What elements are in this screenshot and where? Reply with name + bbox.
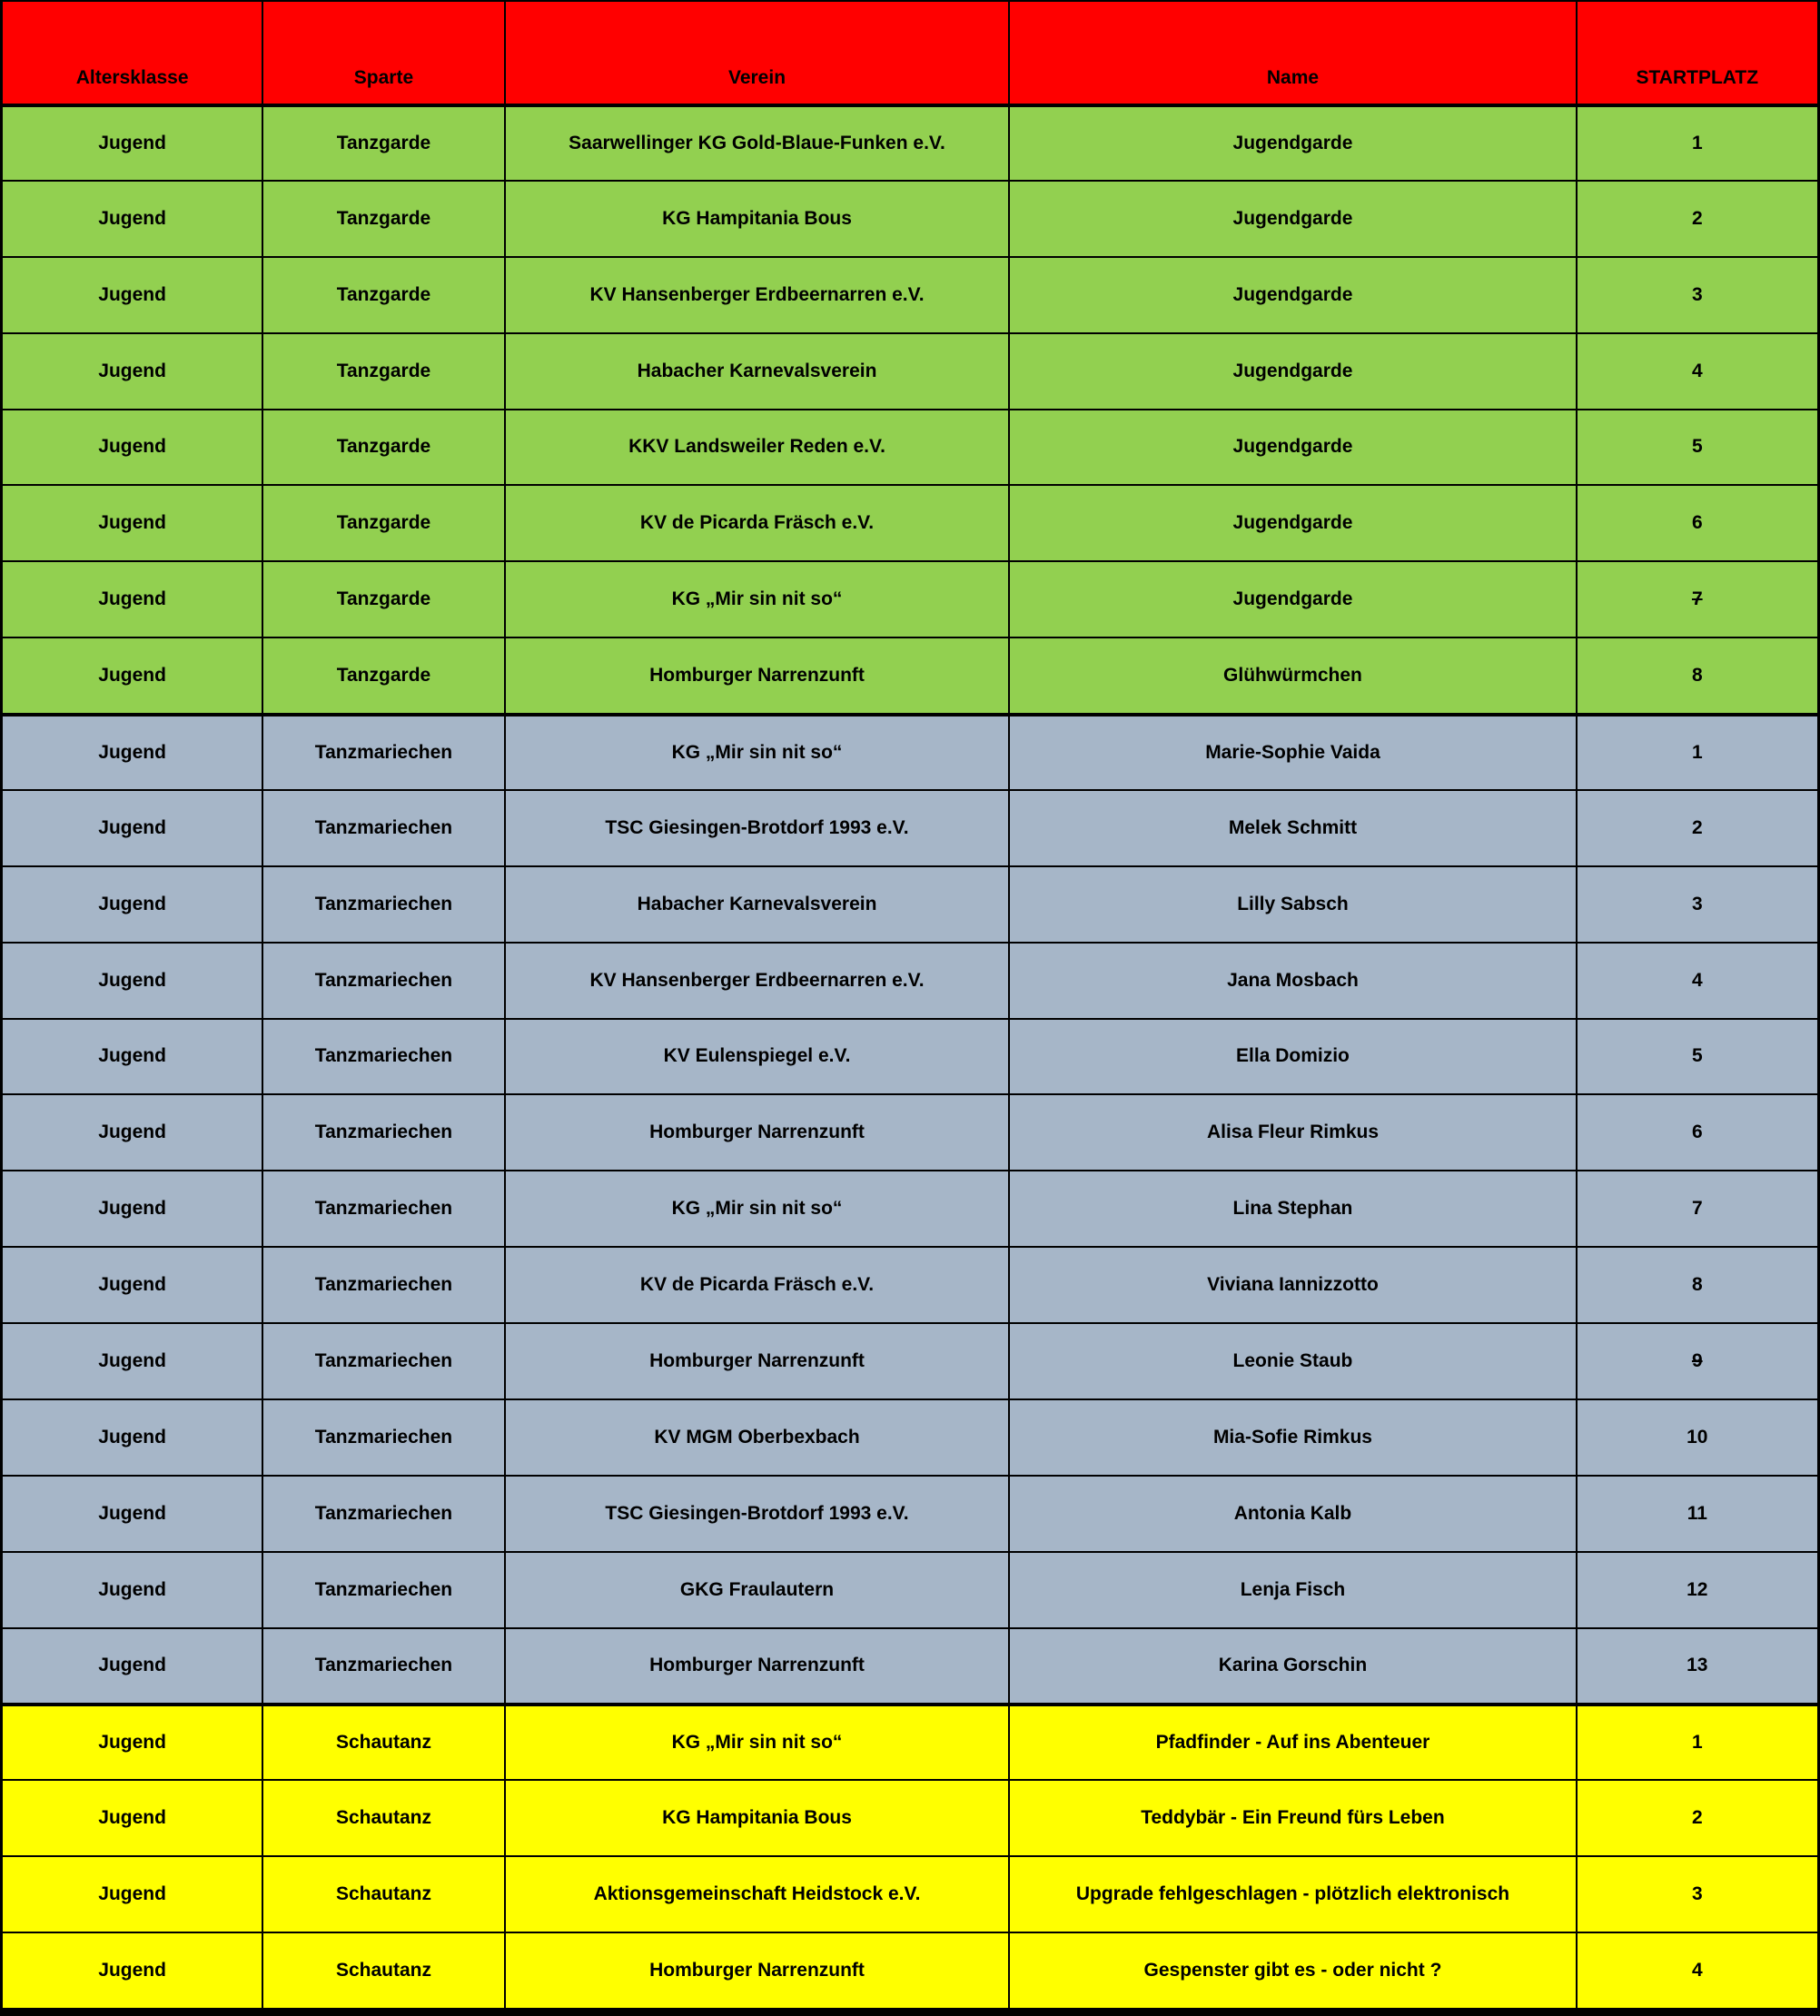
cell-verein: Homburger Narrenzunft — [506, 1933, 1009, 2008]
cell-sparte: Tanzgarde — [263, 258, 503, 332]
cell-verein: GKG Fraulautern — [506, 1553, 1009, 1627]
cell-startplatz: 2 — [1578, 1781, 1817, 1855]
cell-altersklasse: Jugend — [3, 1324, 262, 1398]
cell-startplatz: 5 — [1578, 410, 1817, 485]
cell-startplatz: 3 — [1578, 258, 1817, 332]
cell-verein: KG „Mir sin nit so“ — [506, 1705, 1009, 1779]
cell-verein: Homburger Narrenzunft — [506, 1095, 1009, 1170]
cell-startplatz: 7 — [1578, 562, 1817, 637]
cell-sparte: Tanzgarde — [263, 638, 503, 713]
cell-verein: Homburger Narrenzunft — [506, 638, 1009, 713]
cell-name: Jana Mosbach — [1010, 944, 1575, 1018]
cell-name: Jugendgarde — [1010, 105, 1575, 180]
cell-verein: KG Hampitania Bous — [506, 182, 1009, 256]
cell-name: Jugendgarde — [1010, 334, 1575, 409]
cell-altersklasse: Jugend — [3, 1477, 262, 1551]
cell-startplatz: 6 — [1578, 486, 1817, 560]
cell-startplatz: 5 — [1578, 1020, 1817, 1094]
cell-name: Glühwürmchen — [1010, 638, 1575, 713]
cell-sparte: Tanzmariechen — [263, 791, 503, 865]
cell-name: Melek Schmitt — [1010, 791, 1575, 865]
cell-altersklasse: Jugend — [3, 334, 262, 409]
cell-altersklasse: Jugend — [3, 715, 262, 789]
cell-verein: Saarwellinger KG Gold-Blaue-Funken e.V. — [506, 105, 1009, 180]
cell-sparte: Tanzmariechen — [263, 944, 503, 1018]
cell-startplatz: 8 — [1578, 638, 1817, 713]
cell-altersklasse: Jugend — [3, 410, 262, 485]
cell-verein: Habacher Karnevalsverein — [506, 867, 1009, 942]
cell-verein: TSC Giesingen-Brotdorf 1993 e.V. — [506, 1477, 1009, 1551]
cell-sparte: Tanzmariechen — [263, 1553, 503, 1627]
cell-sparte: Tanzgarde — [263, 562, 503, 637]
cell-altersklasse: Jugend — [3, 1171, 262, 1246]
cell-name: Leonie Staub — [1010, 1324, 1575, 1398]
cell-verein: Habacher Karnevalsverein — [506, 334, 1009, 409]
cell-verein: KV de Picarda Fräsch e.V. — [506, 486, 1009, 560]
cell-sparte: Tanzgarde — [263, 182, 503, 256]
cell-verein: KV Hansenberger Erdbeernarren e.V. — [506, 944, 1009, 1018]
cell-startplatz: 1 — [1578, 1705, 1817, 1779]
cell-name: Lina Stephan — [1010, 1171, 1575, 1246]
cell-altersklasse: Jugend — [3, 1400, 262, 1475]
cell-name: Mia-Sofie Rimkus — [1010, 1400, 1575, 1475]
cell-altersklasse: Jugend — [3, 105, 262, 180]
header-cell-name: Name — [1010, 2, 1575, 104]
cell-verein: KV MGM Oberbexbach — [506, 1400, 1009, 1475]
cell-altersklasse: Jugend — [3, 486, 262, 560]
cell-sparte: Tanzmariechen — [263, 1400, 503, 1475]
cell-sparte: Tanzmariechen — [263, 1477, 503, 1551]
cell-startplatz: 4 — [1578, 1933, 1817, 2008]
cell-sparte: Schautanz — [263, 1857, 503, 1932]
cell-verein: KG Hampitania Bous — [506, 1781, 1009, 1855]
cell-altersklasse: Jugend — [3, 258, 262, 332]
cell-altersklasse: Jugend — [3, 182, 262, 256]
cell-name: Alisa Fleur Rimkus — [1010, 1095, 1575, 1170]
cell-altersklasse: Jugend — [3, 562, 262, 637]
cell-startplatz: 3 — [1578, 867, 1817, 942]
cell-verein: KV Eulenspiegel e.V. — [506, 1020, 1009, 1094]
cell-altersklasse: Jugend — [3, 1553, 262, 1627]
header-cell-startplatz: STARTPLATZ — [1578, 2, 1817, 104]
cell-altersklasse: Jugend — [3, 944, 262, 1018]
cell-sparte: Tanzmariechen — [263, 715, 503, 789]
cell-sparte: Tanzmariechen — [263, 1020, 503, 1094]
cell-startplatz: 9 — [1578, 1324, 1817, 1398]
cell-name: Jugendgarde — [1010, 410, 1575, 485]
cell-name: Pfadfinder - Auf ins Abenteuer — [1010, 1705, 1575, 1779]
cell-sparte: Schautanz — [263, 1781, 503, 1855]
cell-startplatz: 8 — [1578, 1248, 1817, 1322]
cell-startplatz: 4 — [1578, 334, 1817, 409]
cell-altersklasse: Jugend — [3, 1629, 262, 1704]
cell-startplatz: 1 — [1578, 715, 1817, 789]
cell-verein: KG „Mir sin nit so“ — [506, 1171, 1009, 1246]
header-cell-verein: Verein — [506, 2, 1009, 104]
cell-verein: TSC Giesingen-Brotdorf 1993 e.V. — [506, 791, 1009, 865]
cell-verein: KKV Landsweiler Reden e.V. — [506, 410, 1009, 485]
cell-altersklasse: Jugend — [3, 638, 262, 713]
cell-name: Jugendgarde — [1010, 182, 1575, 256]
cell-verein: Aktionsgemeinschaft Heidstock e.V. — [506, 1857, 1009, 1932]
cell-verein: KG „Mir sin nit so“ — [506, 562, 1009, 637]
cell-sparte: Tanzgarde — [263, 486, 503, 560]
cell-startplatz: 2 — [1578, 182, 1817, 256]
cell-name: Marie-Sophie Vaida — [1010, 715, 1575, 789]
cell-altersklasse: Jugend — [3, 1857, 262, 1932]
cell-startplatz: 6 — [1578, 1095, 1817, 1170]
cell-name: Karina Gorschin — [1010, 1629, 1575, 1704]
cell-startplatz: 11 — [1578, 1477, 1817, 1551]
cell-startplatz: 4 — [1578, 944, 1817, 1018]
cell-name: Jugendgarde — [1010, 562, 1575, 637]
cell-verein: Homburger Narrenzunft — [506, 1629, 1009, 1704]
cell-sparte: Tanzmariechen — [263, 1629, 503, 1704]
cell-name: Jugendgarde — [1010, 258, 1575, 332]
cell-name: Lenja Fisch — [1010, 1553, 1575, 1627]
cell-sparte: Tanzgarde — [263, 410, 503, 485]
cell-name: Viviana Iannizzotto — [1010, 1248, 1575, 1322]
cell-altersklasse: Jugend — [3, 1705, 262, 1779]
cell-altersklasse: Jugend — [3, 1248, 262, 1322]
cell-name: Teddybär - Ein Freund fürs Leben — [1010, 1781, 1575, 1855]
cell-altersklasse: Jugend — [3, 1020, 262, 1094]
cell-altersklasse: Jugend — [3, 867, 262, 942]
cell-startplatz: 1 — [1578, 105, 1817, 180]
cell-verein: KV de Picarda Fräsch e.V. — [506, 1248, 1009, 1322]
cell-altersklasse: Jugend — [3, 1933, 262, 2008]
cell-sparte: Tanzmariechen — [263, 867, 503, 942]
cell-startplatz: 12 — [1578, 1553, 1817, 1627]
cell-sparte: Tanzgarde — [263, 334, 503, 409]
cell-name: Upgrade fehlgeschlagen - plötzlich elektronisch — [1010, 1857, 1575, 1932]
cell-name: Antonia Kalb — [1010, 1477, 1575, 1551]
cell-startplatz: 10 — [1578, 1400, 1817, 1475]
cell-verein: KV Hansenberger Erdbeernarren e.V. — [506, 258, 1009, 332]
header-cell-sparte: Sparte — [263, 2, 503, 104]
cell-name: Gespenster gibt es - oder nicht ? — [1010, 1933, 1575, 2008]
header-cell-altersklasse: Altersklasse — [3, 2, 262, 104]
cell-sparte: Schautanz — [263, 1933, 503, 2008]
cell-sparte: Tanzmariechen — [263, 1248, 503, 1322]
cell-sparte: Tanzmariechen — [263, 1171, 503, 1246]
cell-sparte: Tanzmariechen — [263, 1324, 503, 1398]
cell-altersklasse: Jugend — [3, 791, 262, 865]
cell-sparte: Tanzmariechen — [263, 1095, 503, 1170]
cell-startplatz: 3 — [1578, 1857, 1817, 1932]
cell-verein: KG „Mir sin nit so“ — [506, 715, 1009, 789]
cell-verein: Homburger Narrenzunft — [506, 1324, 1009, 1398]
cell-altersklasse: Jugend — [3, 1781, 262, 1855]
cell-sparte: Tanzgarde — [263, 105, 503, 180]
cell-altersklasse: Jugend — [3, 1095, 262, 1170]
cell-sparte: Schautanz — [263, 1705, 503, 1779]
cell-startplatz: 13 — [1578, 1629, 1817, 1704]
cell-name: Jugendgarde — [1010, 486, 1575, 560]
cell-startplatz: 2 — [1578, 791, 1817, 865]
cell-name: Lilly Sabsch — [1010, 867, 1575, 942]
cell-name: Ella Domizio — [1010, 1020, 1575, 1094]
cell-startplatz: 7 — [1578, 1171, 1817, 1246]
